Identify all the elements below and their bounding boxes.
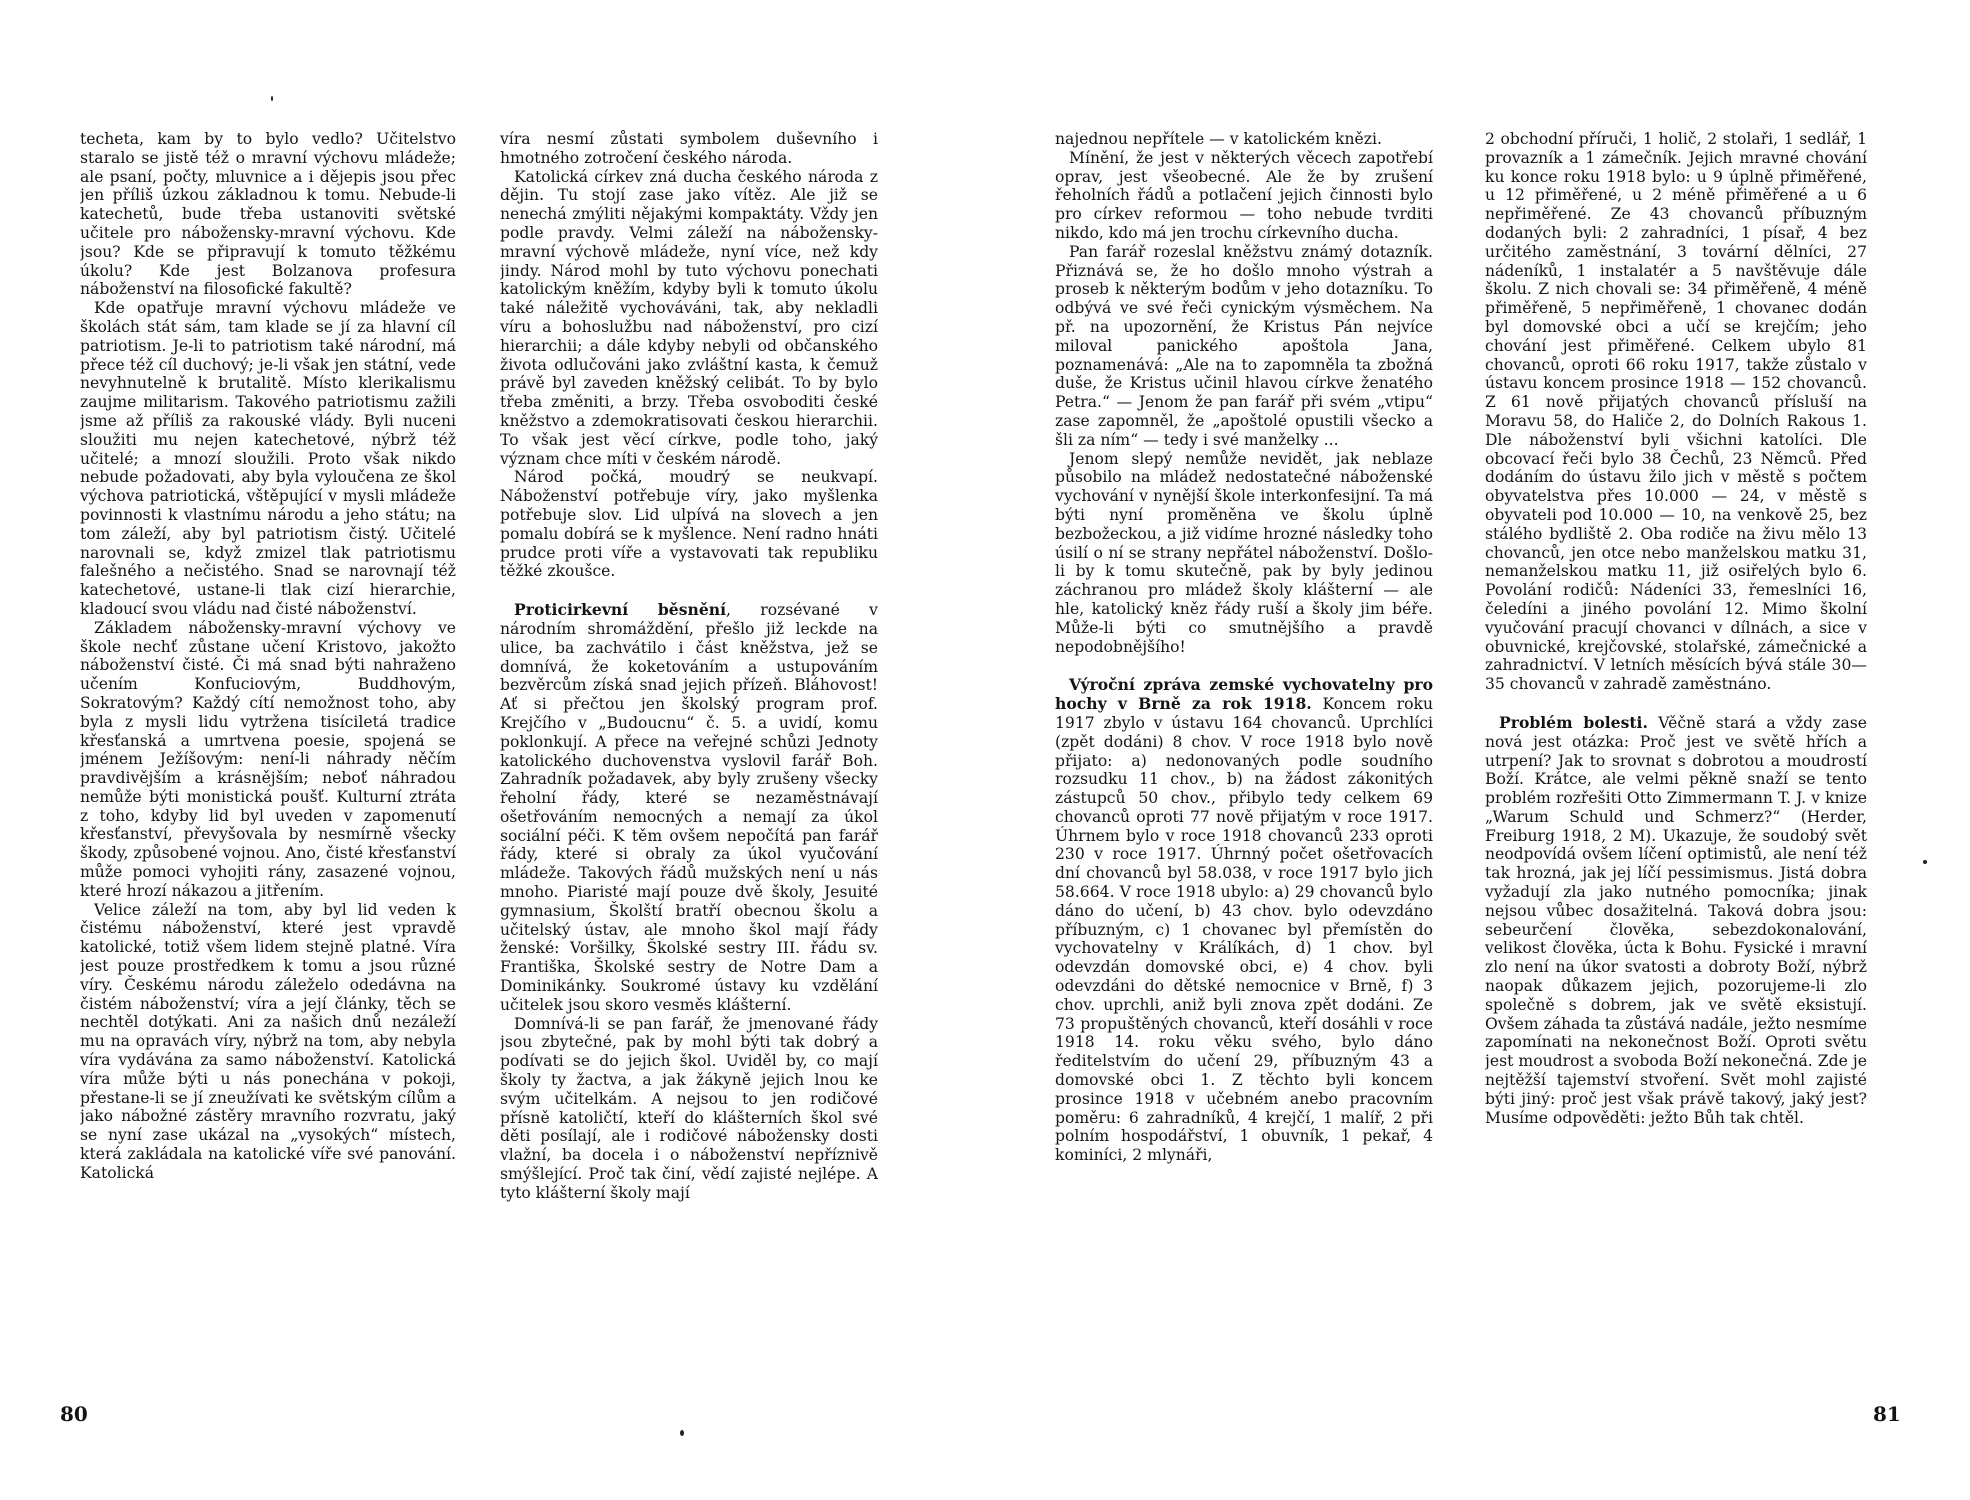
paragraph: Katolická církev zná ducha českého národa z dějin. Tu stojí zase jako vítěz. Ale již se nenechá zmýliti nějakými kompaktáty. Vždy jen podle pravdy. Velmi záleží na nábožensky-mravní výchově mládeže, nyní více, než kdy jindy. Národ mohl by tuto výchovu ponechati katolickým kněžím, kdyby byli k tomuto úkolu také náležitě vychováváni, tak, aby nekladli víru a bohoslužbu nad náboženství, pro cizí hierarchii; a dále kdyby nebyli od občanského života odlučováni jako zvláštní kasta, k čemuž právě byl zaveden kněžský celibát. To by bylo třeba změniti, a brzy. Třeba osvoboditi české kněžstvo a zdemokratisovati českou hierarchii. To však jest věcí církve, podle toho, jaký význam chce míti v českém národě. [500, 167, 878, 468]
paragraph: Mínění, že jest v některých věcech zapotřebí oprav, jest všeobecné. Ale že by zrušení řeholních řádů a potlačení jejich činnosti bylo pro církev reformou — toho nebude tvrditi nikdo, kdo má jen trochu církevního ducha. [1055, 148, 1433, 242]
paragraph: techeta, kam by to bylo vedlo? Učitelstvo staralo se jistě též o mravní výchovu mládeže; ale psaní, počty, mluvnice a i dějepis jsou přec jen příliš úzkou základnou k tomu. Nebude-li katechetů, bude třeba ustanoviti světské učitele pro nábožensky-mravní výchovu. Kde jsou? Kde se připravují k tomuto těžkému úkolu? Kde jest Bolzanova profesura náboženství na filosofické fakultě? [80, 130, 456, 299]
right-page [985, 0, 1970, 1500]
section-heading: Výroční zpráva zemské vychovatelny pro hochy v Brně za rok 1918. [1055, 675, 1433, 714]
section-heading: Proticirkevní běsnění [514, 600, 727, 620]
paragraph: Výroční zpráva zemské vychovatelny pro hochy v Brně za rok 1918. Koncem roku 1917 zbylo v ústavu 164 chovanců. Uprchlíci (zpět dodáni) 8 chov. V roce 1918 bylo nově přijato: a) nedonovaných podle soudního rozsudku 11 chov., b) na žádost zákonitých zástupců 50 chov., přibylo tedy celkem 69 chovanců oproti 77 nově přijatým v roce 1917. Úhrnem bylo v roce 1918 chovanců 233 oproti 230 v roce 1917. Úhrnný počet ošetřovacích dní chovanců byl 58.038, v roce 1917 bylo jich 58.664. V roce 1918 ubylo: a) 29 chovanců bylo dáno do učení, b) 43 chov. bylo odevzdáno příbuzným, c) 1 chovanec byl přemístěn do vychovatelny v Králíkách, d) 1 chov. byl odevzdán domovské obci, e) 4 chov. byli odevzdáni do dětské nemocnice v Brně, f) 3 chov. uprchli, aniž byli znova zpět dodáni. Ze 73 propuštěných chovanců, kteří dosáhli v roce 1918 14. roku věku svého, bylo dáno ředitelstvím do učení 29, příbuzným 43 a domovské obci 1. Z těchto byli koncem prosince 1918 v učebném anebo pracovním poměru: 6 zahradníků, 4 krejčí, 1 malíř, 2 při polním hospodářství, 1 obuvník, 1 pekař, 4 kominíci, 2 mlynáři, [1055, 675, 1433, 1165]
paragraph: Národ počká, moudrý se neukvapí. Náboženství potřebuje víry, jako myšlenka potřebuje slov. Lid ulpívá na slovech a jen pomalu dobírá se k myšlence. Není radno hnáti prudce proti víře a vystavovati tak republiku těžké zkoušce. [500, 468, 878, 581]
paragraph: Kde opatřuje mravní výchovu mládeže ve školách stát sám, tam klade se jí za hlavní cíl patriotism. Je-li to patriotism také národní, má přece též cíl duchový; je-li však jen státní, vede nevyhnutelně k brutalitě. Místo klerikalismu zaujme militarism. Takového patriotismu zažili jsme až příliš za rakouské vlády. Byli nuceni sloužiti mu nejen katechetové, nýbrž též učitelé; a mnozí sloužili. Proto však nikdo nebude požadovati, aby byla vyloučena ze škol výchova patriotická, vštěpující v mysli mládeže povinnosti k vlastnímu národu a jeho státu; na tom záleží, aby byl patriotism čistý. Učitelé narovnali se, když zmizel tlak patriotismu falešného a nečistého. Snad se narovnají též katechetové, ustane-li tlak cizí hierarchie, kladoucí svou vládu nad čisté náboženství. [80, 299, 456, 618]
paragraph: Základem nábožensky-mravní výchovy ve škole nechť zůstane učení Kristovo, jakožto náboženství čisté. Či má snad býti nahraženo učením Konfuciovým, Buddhovým, Sokratovým? Každý cítí nemožnost toho, aby byla z mysli lidu vytržena tisíciletá tradice křesťanská a umrtvena poesie, spojená se jménem Ježíšovým: není-li náhrady něčím pravdivějším a krásnějším; neboť náhradou nemůže býti monistická poušť. Kulturní ztráta z toho, kdyby lid byl uveden v zapomenutí křesťanství, převyšovala by nesmírně všecky škody, způsobené vojnou. Ano, čisté křesťanství může pomoci vyhojiti rány, zasazené vojnou, které hrozí nákazou a jitřením. [80, 618, 456, 900]
paragraph: Velice záleží na tom, aby byl lid veden k čistému náboženství, které jest vpravdě katolické, totiž všem lidem stejně platné. Víra jest pouze prostředkem k tomu a jsou různé víry. Českému národu záleželo odedávna na čistém náboženství; víra a její články, těch se nechtěl dotýkati. Ani za našich dnů nezáleží mu na opravách víry, nýbrž na tom, aby nebyla víra vydávána za samo náboženství. Katolická víra může býti u nás ponechána v pokoji, přestane-li se jí zneužívati ke světským cílům a jako nábožné zástěry mravního rozvratu, jaký se nyní zase ukázal na „vysokých“ místech, která zakládala na katolické víře své panování. Katolická [80, 900, 456, 1182]
scan-speck [271, 96, 273, 101]
paragraph: Pan farář rozeslal kněžstvu známý dotazník. Přiznává se, že ho došlo mnoho výstrah a proseb k některým bodům v jeho dotazníku. To odbývá ve své řeči cynickým výsměchem. Na př. na upozornění, že Kristus Pán nejvíce miloval panického apoštola Jana, poznamenává: „Ale na to zapomněla ta zbožná duše, že Kristus učinil hlavou církve ženatého Petra.“ — Jenom že pan farář při svém „vtipu“ zase zapomněl, že „apoštolé opustili všecko a šli za ním“ — tedy i své manželky ... [1055, 242, 1433, 449]
section-heading: Problém bolesti. [1499, 712, 1648, 732]
right-page-column-1 [1055, 130, 1433, 1340]
page-number-right: 81 [1873, 1402, 1901, 1426]
left-page-column-2 [500, 130, 878, 1340]
scan-speck [680, 1430, 684, 1436]
scan-speck [1923, 860, 1927, 864]
left-page-column-1 [80, 130, 456, 1340]
paragraph: najednou nepřítele — v katolickém knězi. [1055, 130, 1382, 148]
paragraph: Problém bolesti. Věčně stará a vždy zase nová jest otázka: Proč jest ve světě hřích a utrpení? Jak to srovnat s dobrotou a moudrostí Boží. Krátce, ale velmi pěkně snaží se tento problém rozřešiti Otto Zimmermann T. J. v knize „Warum Schuld und Schmerz?“ (Herder, Freiburg 1918, 2 M). Ukazuje, že soudobý svět neodpovídá ovšem líčení optimistů, ale není též tak hrozná, jak jej líčí pessimismus. Jistá dobra vyžadují zla jako nutného pomocníka; jinak nejsou vůbec dosažitelná. Taková dobra jsou: sebeurčení člověka, sebezdokonalování, velikost člověka, úcta k Bohu. Fysické i mravní zlo není na úkor svatosti a dobroty Boží, nýbrž naopak důkazem jejich, pozorujeme-li zlo společně s dobrem, jak ve světě eksistují. Ovšem záhada ta zůstává nadále, ježto nesmíme zapomínati na nekonečnost Boží. Oproti světu jest moudrost a svoboda Boží nekonečná. Zde je nejtěžší tajemství stvoření. Svět mohl zajisté býti jiný: proč jest však právě takový, jaký jest? Musíme odpověděti: ježto Bůh tak chtěl. [1485, 712, 1867, 1127]
paragraph: víra nesmí zůstati symbolem duševního i hmotného zotročení českého národa. [500, 130, 878, 167]
page-number-left: 80 [60, 1402, 88, 1426]
paragraph: Proticirkevní běsnění, rozsévané v národním shromáždění, přešlo již leckde na ulice, ba zachvátilo i část kněžstva, jež se domnívá, že koketováním a ustupováním bezvěrcům získá snad jejich přízeň. Bláhovost! Ať si přečtou jen školský program prof. Krejčího v „Budoucnu“ č. 5. a uvidí, komu poklonkují. A přece na veřejné schůzi Jednoty katolického duchovenstva vyslovil farář Boh. Zahradník požadavek, aby byly zrušeny všecky řeholní řády, které se nezaměstnávají ošetřováním nemocných a nemají za úkol sociální péči. K těm ovšem nepočítá pan farář řády, které si obraly za úkol vyučování mládeže. Takových řádů mužských není u nás mnoho. Piaristé mají pouze dvě školy, Jesuité gymnasium, Školští bratří obecnou školu a učitelský ústav, ale mnoho škol mají řády ženské: Voršilky, Školské sestry III. řádu sv. Františka, Školské sestry de Notre Dam a Dominikánky. Soukromé ústavy ku vzdělání učitelek jsou skoro vesměs klášterní. [500, 600, 878, 1014]
paragraph: 2 obchodní příruči, 1 holič, 2 stolaři, 1 sedlář, 1 provazník a 1 zámečník. Jejich mravné chování ku konce roku 1918 bylo: u 9 úplně přiměřené, u 12 přiměřené, u 2 méně přiměřené a u 6 nepřiměřené. Ze 43 chovanců příbuzným dodaných byli: 2 zahradníci, 1 písař, 4 bez určitého zaměstnání, 3 tovární dělníci, 27 nádeníků, 1 instalatér a 5 navštěvuje dále školu. Z nich chovali se: 34 přiměřeně, 4 méně přiměřeně, 5 nepřiměřeně, 1 chovanec dodán byl domovské obci a učí se krejčím; jeho chování jest přiměřené. Celkem ubylo 81 chovanců, oproti 66 roku 1917, takže zůstalo v ústavu koncem prosince 1918 — 152 chovanců. Z 61 nově přijatých chovanců přísluší na Moravu 58, do Haliče 2, do Dolních Rakous 1. Dle náboženství byli všichni katolíci. Dle obcovací řeči bylo 38 Čechů, 23 Němců. Před dodáním do ústavu žilo jich v městě s počtem obyvatelstva přes 10.000 — 24, v městě s obyvateli pod 10.000 — 10, na venkově 25, bez stálého bydliště 2. Oba rodiče na živu mělo 13 chovanců, jen otce nebo manželskou matku 31, nemanželskou matku 11, již osiřelých bylo 6. Povolání rodičů: Nádeníci 33, řemeslníci 16, čeledíni a jiného povolání 12. Mimo školní vyučování pracují chovanci v dílnách, a sice v obuvnické, krejčovské, stolařské, zámečnické a zahradnictví. V letních měsících bývá stále 30—35 chovanců v zahradě zaměstnáno. [1485, 130, 1867, 694]
paragraph: Jenom slepý nemůže nevidět, jak neblaze působilo na mládež nedostatečné náboženské vychování v nynější škole interkonfesijní. Ta má býti nyní proměněna ve školu úplně bezbožeckou, a již vidíme hrozné následky toho úsilí o ní se strany nepřátel náboženství. Došlo-li by k tomu skutečně, pak by byly jedinou záchranou pro mládež školy klášterní — ale hle, katolický kněz řády ruší a školy jim béře. Může-li býti co smutnějšího a pravdě nepodobnějšího! [1055, 449, 1433, 656]
right-page-column-2 [1485, 130, 1867, 1340]
paragraph: Domnívá-li se pan farář, že jmenované řády jsou zbytečné, pak by mohl býti tak dobrý a podívati se do jejich škol. Uviděl by, co mají školy ty žactva, a jak žákyně jejich lnou ke svým učitelkám. A nejsou to jen rodičové přísně katoličtí, kteří do klášterních škol své děti posílají, ale i rodičové nábožensky dosti vlažní, ba docela i o náboženství nepříznivě smýšlející. Proč tak činí, vědí zajisté nejlépe. A tyto klášterní školy mají [500, 1014, 878, 1202]
